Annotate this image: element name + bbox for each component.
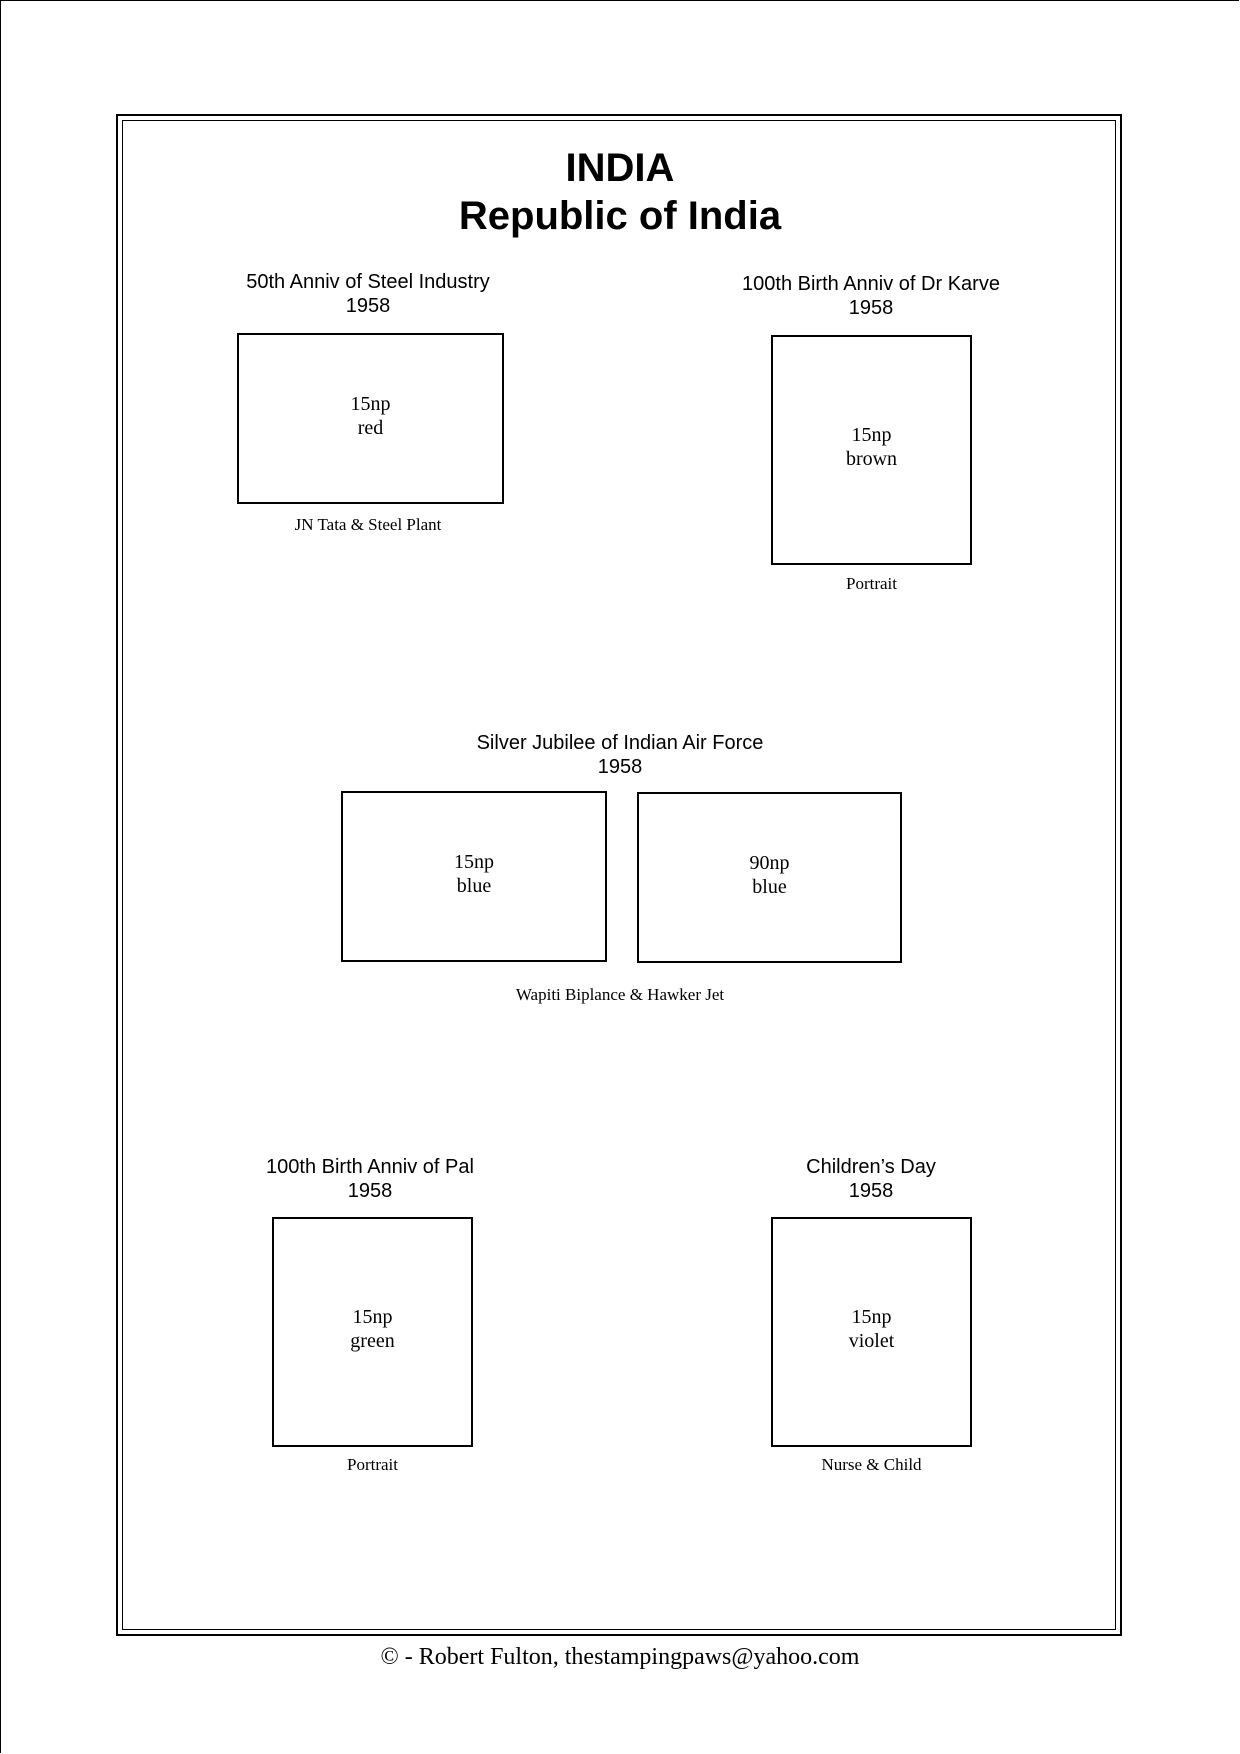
set-header-pal [218,1155,522,1203]
stamp-color: blue [456,875,492,897]
set-header-steel-industry [218,270,518,318]
stamp-value: 15np [352,1306,393,1328]
set-year: 1958 [597,756,643,778]
stamp-box-pal-15np [272,1217,473,1447]
set-title: 50th Anniv of Steel Industry [246,271,490,293]
page-subtitle: Republic of India [458,194,782,238]
set-year: 1958 [848,297,894,319]
stamp-value: 15np [851,424,892,446]
stamp-box-air-force-15np [341,791,607,962]
stamp-caption-steel: JN Tata & Steel Plant [294,515,442,534]
stamp-box-steel-15np [237,333,504,504]
set-title: 100th Birth Anniv of Pal [266,1156,474,1178]
stamp-box-air-force-90np [637,792,902,963]
set-title: 100th Birth Anniv of Dr Karve [742,273,1000,295]
stamp-color: brown [845,448,898,470]
set-title: Children’s Day [806,1156,936,1178]
stamp-color: violet [848,1330,895,1352]
footer-copyright: © - Robert Fulton, thestampingpaws@yahoo.com [380,1644,860,1670]
stamp-caption-pal: Portrait [347,1455,398,1474]
set-title: Silver Jubilee of Indian Air Force [476,732,764,754]
stamp-box-karve-15np [771,335,972,565]
stamp-caption-air-force: Wapiti Biplance & Hawker Jet [515,985,725,1004]
stamp-color: blue [752,876,787,898]
stamp-caption-childrens-day: Nurse & Child [821,1455,922,1474]
stamp-caption-karve: Portrait [846,574,897,593]
page-title: INDIA [565,146,675,190]
stamp-value: 15np [454,851,494,873]
stamp-value: 15np [350,393,391,415]
stamp-box-childrens-day-15np [771,1217,972,1447]
set-header-air-force [420,731,820,779]
stamp-value: 15np [851,1306,892,1328]
set-year: 1958 [347,1180,393,1202]
stamp-color: green [350,1330,395,1352]
set-header-dr-karve [701,272,1041,320]
set-header-childrens-day [721,1155,1021,1203]
stamp-value: 90np [749,852,790,874]
stamp-color: red [357,417,384,439]
set-year: 1958 [848,1180,894,1202]
set-year: 1958 [345,295,391,317]
